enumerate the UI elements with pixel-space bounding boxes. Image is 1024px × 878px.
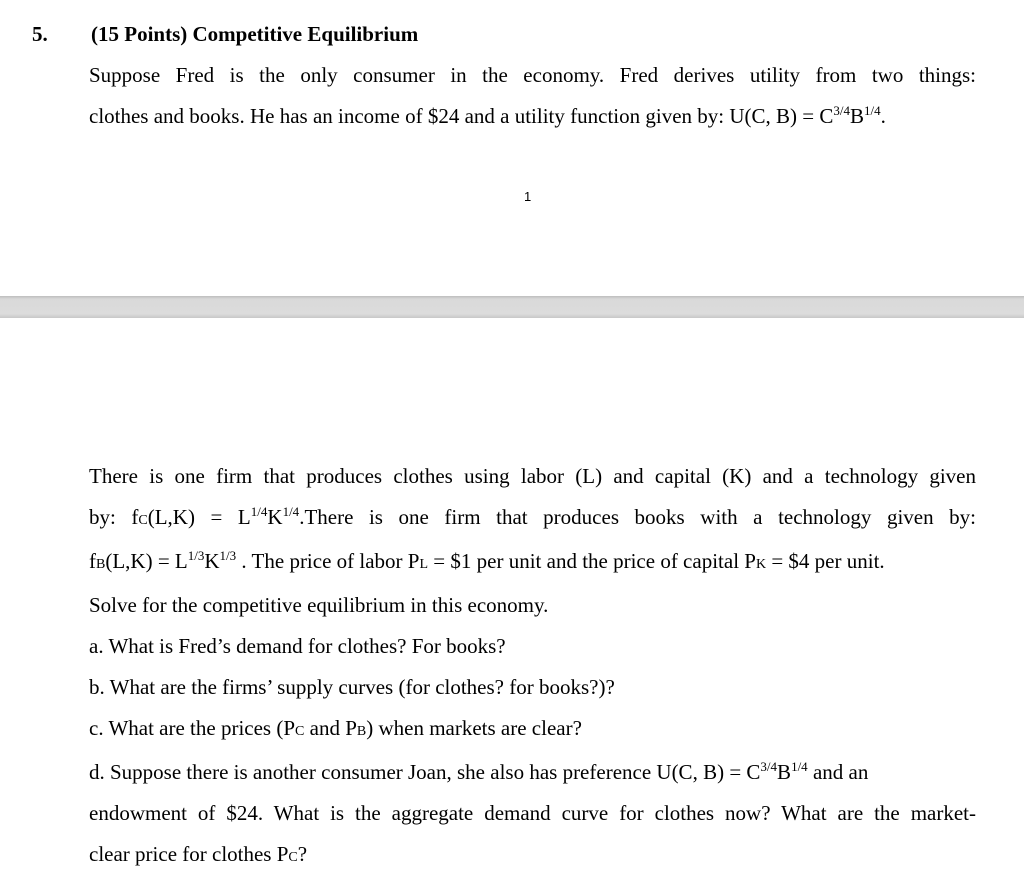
page-2 bbox=[0, 318, 1024, 864]
page-number: 1 bbox=[524, 189, 532, 204]
part-b: b. What are the firms’ supply curves (for clothes? for books?)? bbox=[89, 675, 615, 699]
page-gap bbox=[0, 296, 1024, 318]
firm-line-4: Solve for the competitive equilibrium in this economy. bbox=[89, 593, 549, 617]
firm-line-2: by: $fC(L,K) = L^{1/4}K^{1/4}.There$ is one firm that produces books with a technology given by: bbox=[89, 504, 976, 529]
part-c: c. What are the prices (PC and PB) when markets are clear? bbox=[89, 716, 582, 740]
question-number: 5. bbox=[32, 22, 48, 46]
part-d-line-3: clear price for clothes PC? bbox=[89, 842, 308, 866]
intro-line-2: clothes and books. He has an income of $24 and a utility function given by: U(C, $B) = C^{3/4}B^{1/4}$. bbox=[89, 103, 886, 128]
intro-line-1: Suppose Fred is the only consumer in the economy. Fred derives utility from two things: bbox=[89, 63, 976, 87]
intro-paragraph bbox=[89, 55, 976, 137]
firm-line-3: $fB(L,K) = L^{1/3}K^{1/3}$ . The price of labor PL = $1 per unit and the price of capital PK = $4 per unit. bbox=[89, 548, 885, 573]
firm-paragraph bbox=[89, 456, 976, 878]
part-d-line-1: d. Suppose there is another consumer Joan, she also has preference U(C, $B) = C^{3/4}B^{1/4}$ and an bbox=[89, 759, 869, 784]
part-a: a. What is Fred’s demand for clothes? For books? bbox=[89, 634, 506, 658]
question-title: (15 Points) Competitive Equilibrium bbox=[91, 22, 419, 46]
firm-line-1: There is one firm that produces clothes using labor (L) and capital (K) and a technology given bbox=[89, 464, 976, 488]
page-1 bbox=[0, 0, 1024, 296]
part-d-line-2: endowment of $24. What is the aggregate demand curve for clothes now? What are the market- bbox=[89, 801, 976, 825]
